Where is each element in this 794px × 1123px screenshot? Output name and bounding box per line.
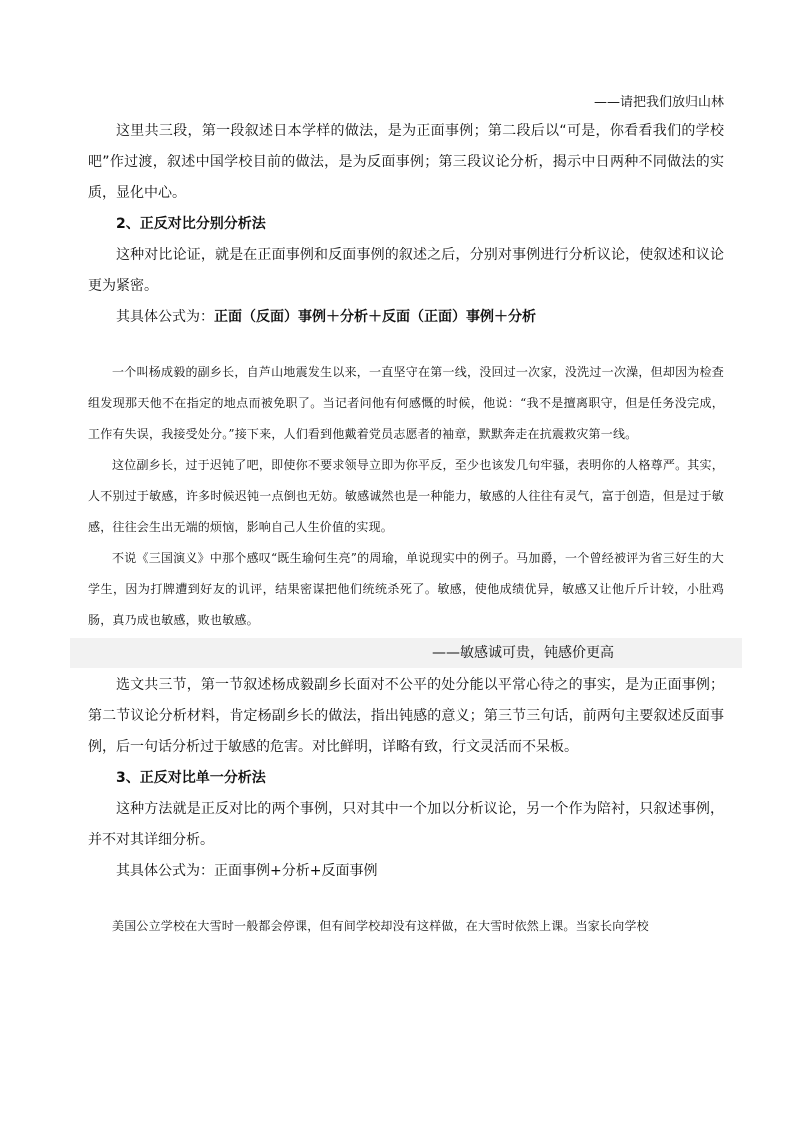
spacer	[88, 333, 724, 357]
section3-heading: 3、正反对比单一分析法	[116, 770, 266, 786]
section2-heading: 2、正反对比分别分析法	[116, 216, 266, 232]
section3-formula: 其具体公式为：正面事例+分析+反面事例	[116, 863, 378, 879]
section2-paragraph: 这种对比论证，就是在正面事例和反面事例的叙述之后，分别对事例进行分析议论，使叙述和议论更为紧密。	[88, 247, 724, 294]
excerpt1-source-band	[70, 638, 742, 668]
excerpt1-paragraph-3: 不说《三国演义》中那个感叹“既生瑜何生亮”的周瑜，单说现实中的例子。马加爵，一个曾经被评为省三好生的大学生，因为打牌遭到好友的讥评，结果密谋把他们统统杀死了。敏感，使他成绩优异，敏感又让他斤斤计较，小肚鸡肠，真乃成也敏感，败也敏感。	[88, 551, 724, 627]
formula-prefix: 其具体公式为：	[116, 309, 214, 325]
document-page	[88, 92, 724, 942]
spacer	[88, 887, 724, 911]
formula-body: 正面（反面）事例＋分析＋反面（正面）事例＋分析	[214, 309, 536, 325]
top-source-attribution: ——请把我们放归山林	[593, 95, 724, 110]
section3-paragraph: 这种方法就是正反对比的两个事例，只对其中一个加以分析议论，另一个作为陪衬，只叙述事例，并不对其详细分析。	[88, 801, 724, 848]
analysis-paragraph: 选文共三节，第一节叙述杨成毅副乡长面对不公平的处分能以平常心待之的事实，是为正面事例；第二节议论分析材料，肯定杨副乡长的做法，指出钝感的意义；第三节三句话，前两句主要叙述反面事例，后一句话分析过于敏感的危害。对比鲜明，详略有致，行文灵活而不呆板。	[88, 677, 724, 755]
excerpt2-paragraph-1: 美国公立学校在大雪时一般都会停课，但有间学校却没有这样做，在大雪时依然上课。当家长向学校	[112, 919, 649, 933]
excerpt1-source: ——敏感诚可贵，钝感价更高	[432, 645, 614, 661]
section2-formula	[88, 302, 724, 333]
excerpt1-paragraph-1: 一个叫杨成毅的副乡长，自芦山地震发生以来，一直坚守在第一线，没回过一次家，没洗过一次澡，但却因为检查组发现那天他不在指定的地点而被免职了。当记者问他有何感慨的时候，他说：“我不是擅离职守，但是任务没完成，工作有失误，我接受处分。”接下来，人们看到他戴着党员志愿者的袖章，默默奔走在抗震救灾第一线。	[88, 365, 724, 441]
excerpt1-paragraph-2: 这位副乡长，过于迟钝了吧，即使你不要求领导立即为你平反，至少也该发几句牢骚，表明你的人格尊严。其实，人不别过于敏感，许多时候迟钝一点倒也无妨。敏感诚然也是一种能力，敏感的人往往有灵气，富于创造，但是过于敏感，往往会生出无端的烦恼，影响自己人生价值的实现。	[88, 458, 724, 534]
intro-paragraph: 这里共三段，第一段叙述日本学样的做法，是为正面事例；第二段后以“可是，你看看我们的学校吧”作过渡，叙述中国学校目前的做法，是为反面事例；第三段议论分析，揭示中日两种不同做法的实质，显化中心。	[88, 123, 724, 201]
